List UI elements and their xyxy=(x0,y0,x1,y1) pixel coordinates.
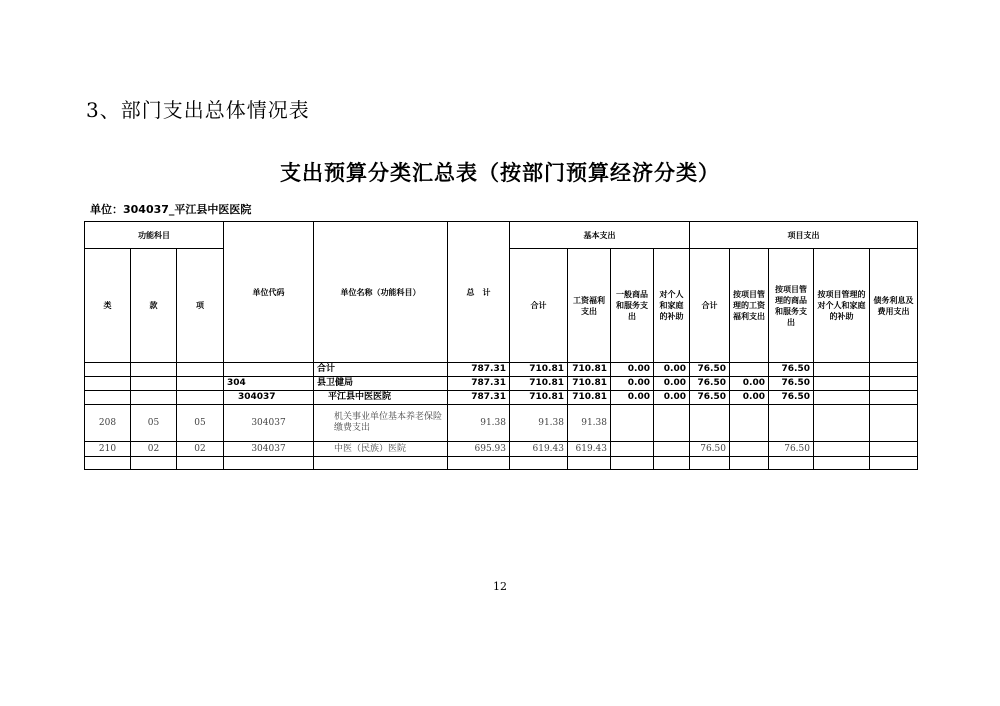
cell-proj-debt xyxy=(870,377,918,391)
section-heading: 3、部门支出总体情况表 xyxy=(86,98,310,122)
cell-proj-salary xyxy=(730,442,769,457)
cell-xiang: 02 xyxy=(177,442,224,457)
cell-basic-goods xyxy=(611,405,654,442)
cell-name: 中医（民族）医院 xyxy=(314,442,448,457)
cell-kuan xyxy=(131,391,177,405)
cell-proj-salary: 0.00 xyxy=(730,377,769,391)
cell-name: 平江县中医医院 xyxy=(314,391,448,405)
header-basic-sum: 合计 xyxy=(510,249,568,363)
cell-lei: 210 xyxy=(85,442,131,457)
cell-basic-goods: 0.00 xyxy=(611,363,654,377)
cell-proj-sum: 76.50 xyxy=(690,363,730,377)
budget-table xyxy=(84,221,918,470)
header-total: 总 计 xyxy=(448,222,510,363)
header-proj-debt: 债务利息及费用支出 xyxy=(870,249,918,363)
cell-basic-personal: 0.00 xyxy=(654,363,690,377)
cell-basic-sum: 710.81 xyxy=(510,363,568,377)
cell-empty xyxy=(870,457,918,470)
cell-empty xyxy=(448,457,510,470)
cell-code: 304037 xyxy=(224,405,314,442)
cell-basic-salary: 710.81 xyxy=(568,391,611,405)
cell-empty xyxy=(177,457,224,470)
header-proj-salary: 按项目管理的工资福利支出 xyxy=(730,249,769,363)
cell-proj-debt xyxy=(870,442,918,457)
table-row xyxy=(85,363,918,377)
cell-basic-sum: 619.43 xyxy=(510,442,568,457)
cell-xiang xyxy=(177,363,224,377)
cell-code xyxy=(224,363,314,377)
cell-proj-salary: 0.00 xyxy=(730,391,769,405)
cell-total: 695.93 xyxy=(448,442,510,457)
cell-proj-personal xyxy=(814,377,870,391)
header-func-subject: 功能科目 xyxy=(85,222,224,249)
cell-proj-personal xyxy=(814,363,870,377)
cell-empty xyxy=(224,457,314,470)
cell-proj-personal xyxy=(814,405,870,442)
cell-proj-debt xyxy=(870,391,918,405)
cell-basic-sum: 91.38 xyxy=(510,405,568,442)
cell-proj-goods xyxy=(769,405,814,442)
header-basic-salary: 工资福利支出 xyxy=(568,249,611,363)
cell-proj-sum xyxy=(690,405,730,442)
cell-xiang xyxy=(177,377,224,391)
cell-total: 787.31 xyxy=(448,391,510,405)
cell-empty xyxy=(611,457,654,470)
cell-kuan xyxy=(131,363,177,377)
cell-basic-goods: 0.00 xyxy=(611,377,654,391)
cell-basic-personal: 0.00 xyxy=(654,377,690,391)
table-row xyxy=(85,442,918,457)
cell-proj-personal xyxy=(814,391,870,405)
header-xiang: 项 xyxy=(177,249,224,363)
cell-name: 县卫健局 xyxy=(314,377,448,391)
cell-total: 91.38 xyxy=(448,405,510,442)
cell-xiang xyxy=(177,391,224,405)
header-unit-name: 单位名称（功能科目） xyxy=(314,222,448,363)
table-row xyxy=(85,377,918,391)
table-row xyxy=(85,405,918,442)
cell-basic-goods: 0.00 xyxy=(611,391,654,405)
cell-basic-personal xyxy=(654,442,690,457)
page-number: 12 xyxy=(493,580,507,593)
cell-proj-goods: 76.50 xyxy=(769,363,814,377)
cell-basic-salary: 91.38 xyxy=(568,405,611,442)
cell-empty xyxy=(314,457,448,470)
cell-empty xyxy=(769,457,814,470)
cell-basic-salary: 619.43 xyxy=(568,442,611,457)
cell-total: 787.31 xyxy=(448,377,510,391)
cell-proj-goods: 76.50 xyxy=(769,391,814,405)
cell-kuan: 05 xyxy=(131,405,177,442)
cell-basic-goods xyxy=(611,442,654,457)
header-row-1 xyxy=(85,222,918,249)
cell-proj-debt xyxy=(870,363,918,377)
header-unit-code: 单位代码 xyxy=(224,222,314,363)
cell-basic-sum: 710.81 xyxy=(510,377,568,391)
header-proj-personal: 按项目管理的对个人和家庭的补助 xyxy=(814,249,870,363)
cell-lei xyxy=(85,363,131,377)
cell-empty xyxy=(131,457,177,470)
cell-empty xyxy=(568,457,611,470)
cell-lei xyxy=(85,391,131,405)
unit-line: 单位：304037_平江县中医医院 xyxy=(90,203,252,216)
cell-xiang: 05 xyxy=(177,405,224,442)
cell-code: 304037 xyxy=(224,442,314,457)
table-row-blank xyxy=(85,457,918,470)
cell-empty xyxy=(510,457,568,470)
cell-proj-debt xyxy=(870,405,918,442)
cell-basic-sum: 710.81 xyxy=(510,391,568,405)
cell-proj-goods: 76.50 xyxy=(769,377,814,391)
cell-total: 787.31 xyxy=(448,363,510,377)
header-kuan: 款 xyxy=(131,249,177,363)
cell-kuan: 02 xyxy=(131,442,177,457)
cell-empty xyxy=(814,457,870,470)
header-basic: 基本支出 xyxy=(510,222,690,249)
cell-proj-sum: 76.50 xyxy=(690,377,730,391)
header-project: 项目支出 xyxy=(690,222,918,249)
cell-basic-salary: 710.81 xyxy=(568,363,611,377)
header-lei: 类 xyxy=(85,249,131,363)
cell-proj-salary xyxy=(730,363,769,377)
cell-lei xyxy=(85,377,131,391)
header-proj-sum: 合计 xyxy=(690,249,730,363)
cell-basic-personal: 0.00 xyxy=(654,391,690,405)
cell-lei: 208 xyxy=(85,405,131,442)
cell-code: 304037 xyxy=(224,391,314,405)
cell-proj-sum: 76.50 xyxy=(690,442,730,457)
cell-basic-salary: 710.81 xyxy=(568,377,611,391)
cell-empty xyxy=(654,457,690,470)
table-title: 支出预算分类汇总表（按部门预算经济分类） xyxy=(280,161,720,185)
header-basic-goods: 一般商品和服务支出 xyxy=(611,249,654,363)
cell-kuan xyxy=(131,377,177,391)
header-proj-goods: 按项目管理的商品和服务支出 xyxy=(769,249,814,363)
cell-empty xyxy=(690,457,730,470)
cell-basic-personal xyxy=(654,405,690,442)
cell-name: 机关事业单位基本养老保险缴费支出 xyxy=(314,405,448,442)
cell-proj-goods: 76.50 xyxy=(769,442,814,457)
cell-name: 合计 xyxy=(314,363,448,377)
cell-code: 304 xyxy=(224,377,314,391)
cell-proj-personal xyxy=(814,442,870,457)
table-row xyxy=(85,391,918,405)
cell-proj-sum: 76.50 xyxy=(690,391,730,405)
header-basic-personal: 对个人和家庭的补助 xyxy=(654,249,690,363)
cell-proj-salary xyxy=(730,405,769,442)
cell-empty xyxy=(85,457,131,470)
cell-empty xyxy=(730,457,769,470)
